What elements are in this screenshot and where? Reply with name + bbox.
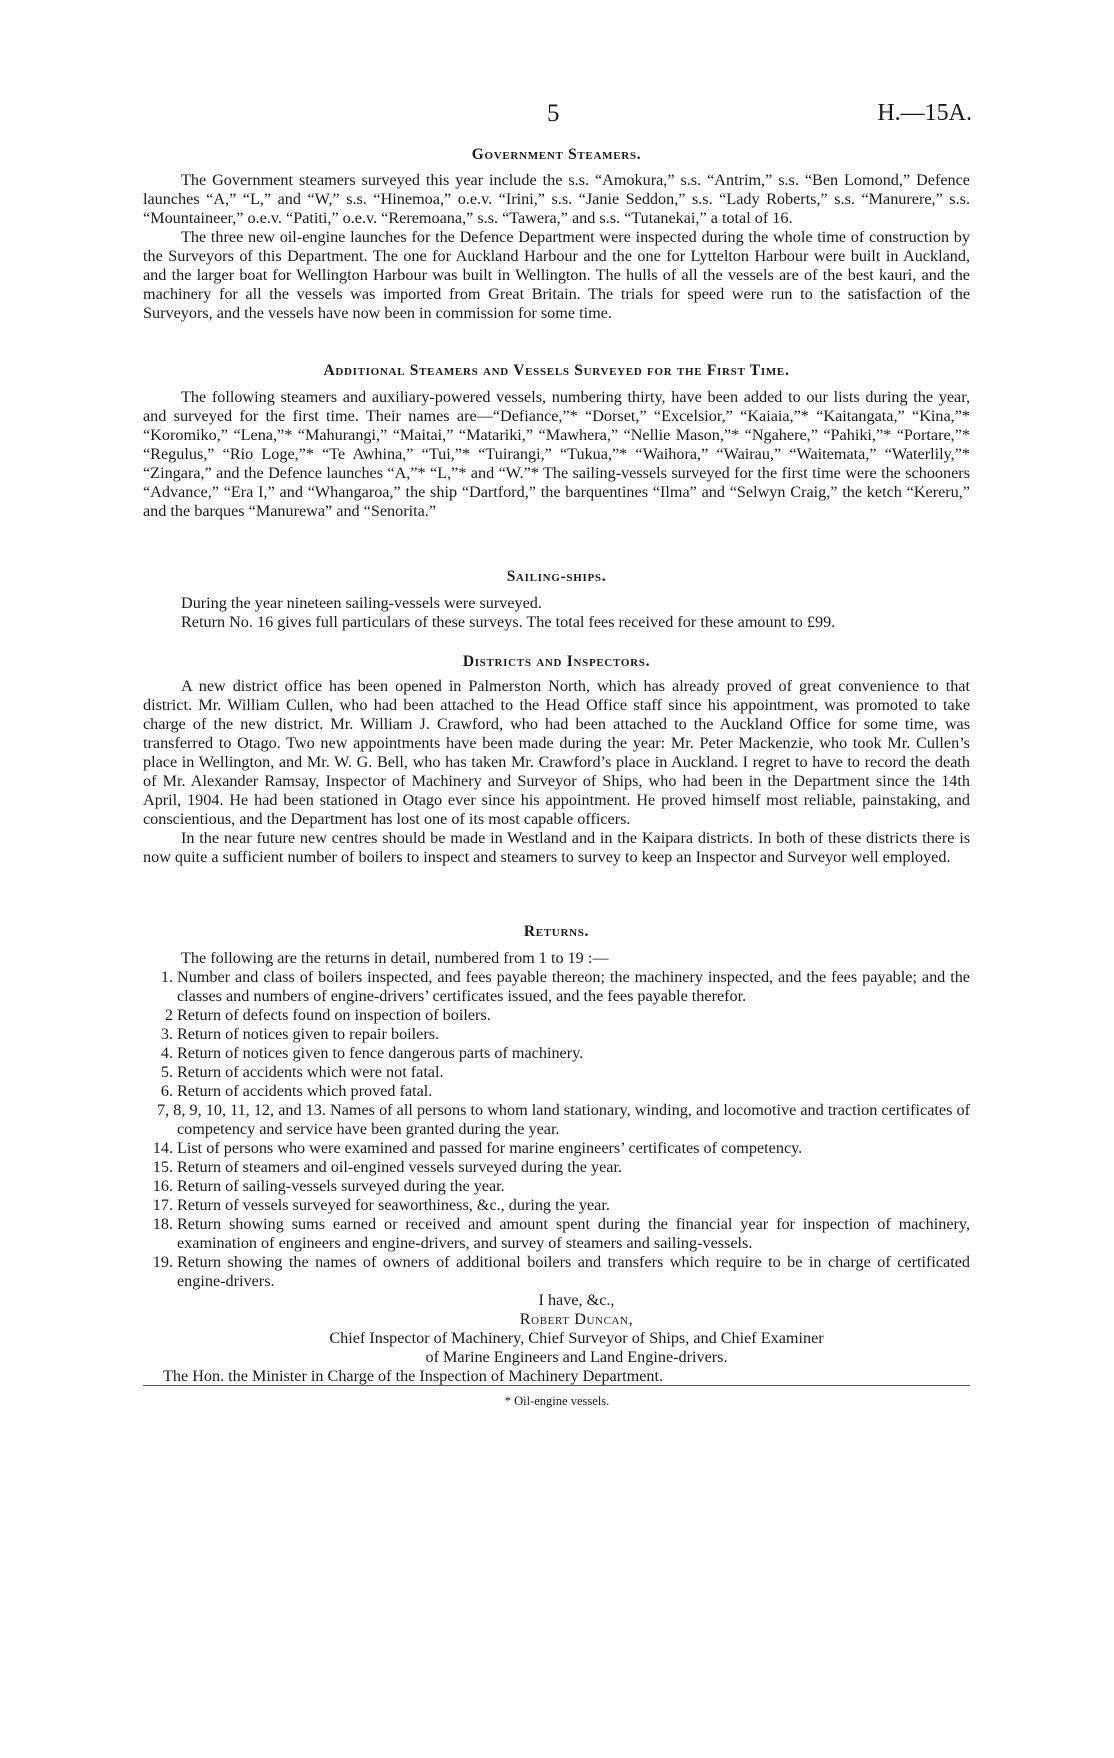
document-reference: H.—15A. [877, 100, 972, 126]
paragraph: Return No. 16 gives full particulars of these surveys. The total fees received for these amount to £99. [181, 613, 836, 631]
return-number: 3. [160, 1025, 173, 1043]
return-number: 15. [152, 1158, 173, 1176]
signatory-title: Chief Inspector of Machinery, Chief Surveyor of Ships, and Chief Examiner [329, 1329, 824, 1347]
signatory-name: Robert Duncan, [519, 1310, 634, 1328]
return-item [143, 1044, 970, 1063]
closing: I have, &c., [538, 1291, 615, 1309]
return-item [143, 1025, 970, 1044]
section-additional-steamers [143, 361, 970, 521]
return-text: Return showing the names of owners of additional boilers and transfers which require to be in charge of certificated engine-drivers. [177, 1253, 970, 1290]
return-item [143, 1082, 970, 1101]
return-item [143, 1177, 970, 1196]
paragraph: In the near future new centres should be made in Westland and in the Kaipara districts. In both of these districts there is now quite a sufficient number of boilers to inspect and steamers to survey to keep an Inspector and Surveyor well employed. [143, 829, 970, 866]
return-text: Return of accidents which were not fatal. [177, 1063, 444, 1081]
paragraph: The following steamers and auxiliary-powered vessels, numbering thirty, have been added to our lists during the year, and surveyed for the first time. Their names are—“Defiance,”* “Dorset,” “Excelsior,” “Kaiaia,”* “Kaitangata,” “Kina,”* “Koromiko,” “Lena,”* “Mahurangi,” “Maitai,” “Matariki,” “Mawhera,” “Nellie Mason,”* “Ngahere,” “Pahiki,”* “Portare,”* “Regulus,” “Rio Loge,”* “Te Awhina,” “Tui,”* “Tuirangi,” “Tukua,”* “Waihora,” “Wairau,” “Waitemata,” “Waterlily,”* “Zingara,” and the Defence launches “A,”* “L,”* and “W.”* The sailing-vessels surveyed for the first time were the schooners “Advance,” “Era I,” and “Whangaroa,” the ship “Dartford,” the barquentines “Ilma” and “Selwyn Craig,” the ketch “Kereru,” and the barques “Manurewa” and “Senorita.” [143, 388, 970, 520]
return-number: 16. [152, 1177, 173, 1195]
return-number: 4. [160, 1044, 173, 1062]
signatory-title: of Marine Engineers and Land Engine-drivers. [425, 1348, 728, 1366]
signature-block [143, 1291, 970, 1386]
section-heading: Sailing-ships. [506, 568, 607, 585]
paragraph: A new district office has been opened in Palmerston North, which has already proved of great convenience to that district. Mr. William Cullen, who had been attached to the Head Office staff since his appointment, was promoted to take charge of the new district. Mr. William J. Crawford, who had been attached to the Auckland Office for some time, was transferred to Otago. Two new appointments have been made during the year: Mr. Peter Mackenzie, who took Mr. Cullen’s place in Wellington, and Mr. W. G. Bell, who has taken Mr. Crawford’s place in Auckland. I regret to have to record the death of Mr. Alexander Ramsay, Inspector of Machinery and Surveyor of Ships, who had been in the Department since the 14th April, 1904. He had been stationed in Otago ever since his appointment. He proved himself most reliable, painstaking, and conscientious, and the Department has lost one of its most capable officers. [143, 677, 970, 828]
return-text: Return showing sums earned or received and amount spent during the financial year for inspection of machinery, examination of engineers and engine-drivers, and survey of steamers and sailing-vessels. [177, 1215, 970, 1252]
return-number: 6. [160, 1082, 173, 1100]
return-item [143, 1006, 970, 1025]
return-text: Return of defects found on inspection of boilers. [177, 1006, 491, 1024]
return-item [143, 1196, 970, 1215]
footnote-rule [143, 1385, 970, 1386]
paragraph: The Government steamers surveyed this year include the s.s. “Amokura,” s.s. “Antrim,” s.s. “Ben Lomond,” Defence launches “A,” “L,” and “W,” s.s. “Hinemoa,” o.e.v. “Irini,” s.s. “Janie Seddon,” s.s. “Lady Roberts,” s.s. “Manurere,” s.s. “Mountaineer,” o.e.v. “Patiti,” o.e.v. “Reremoana,” s.s. “Tawera,” and s.s. “Tutanekai,” a total of 16. [143, 171, 970, 227]
return-number: 2 [164, 1006, 173, 1024]
return-text: Return of sailing-vessels surveyed during the year. [177, 1177, 505, 1195]
section-heading: Returns. [523, 923, 590, 940]
section-heading: Additional Steamers and Vessels Surveyed for the First Time. [323, 362, 790, 379]
paragraph: During the year nineteen sailing-vessels were surveyed. [181, 594, 542, 612]
return-text: Return of notices given to repair boilers. [177, 1025, 440, 1043]
section-districts-inspectors [143, 652, 970, 867]
return-number: 19. [152, 1253, 173, 1271]
return-item [143, 1101, 970, 1139]
return-number: 18. [152, 1215, 173, 1233]
return-number: 5. [160, 1063, 173, 1081]
return-item [143, 1139, 970, 1158]
return-text: Return of notices given to fence dangerous parts of machinery. [177, 1044, 584, 1062]
return-text: Return of vessels surveyed for seaworthiness, &c., during the year. [177, 1196, 610, 1214]
page-number: 5 [547, 100, 560, 127]
section-returns [143, 922, 970, 1291]
return-number: 14. [152, 1139, 173, 1157]
return-text: List of persons who were examined and passed for marine engineers’ certificates of competency. [177, 1139, 803, 1157]
return-number: 1. [160, 968, 173, 986]
return-item [143, 1158, 970, 1177]
return-item [143, 1063, 970, 1082]
return-text: Return of steamers and oil-engined vessels surveyed during the year. [177, 1158, 623, 1176]
return-text: Return of accidents which proved fatal. [177, 1082, 433, 1100]
return-item [143, 1215, 970, 1253]
return-text: Number and class of boilers inspected, and fees payable thereon; the machinery inspected, and the fees payable; and the classes and numbers of engine-drivers’ certificates issued, and the fees payable therefor. [177, 968, 970, 1005]
addressee: The Hon. the Minister in Charge of the Inspection of Machinery Department. [163, 1367, 664, 1385]
returns-intro: The following are the returns in detail, numbered from 1 to 19 :— [181, 949, 609, 967]
section-heading: Government Steamers. [471, 146, 642, 163]
return-text: 7, 8, 9, 10, 11, 12, and 13. Names of all persons to whom land stationary, winding, and locomotive and traction certificates of competency and service have been granted during the year. [157, 1101, 970, 1138]
section-government-steamers [143, 145, 970, 323]
section-sailing-ships [143, 567, 970, 632]
returns-list [143, 968, 970, 1291]
section-heading: Districts and Inspectors. [462, 653, 651, 670]
footnote: * Oil-engine vessels. [504, 1394, 610, 1408]
return-item [143, 968, 970, 1006]
return-number: 17. [152, 1196, 173, 1214]
return-item [143, 1253, 970, 1291]
paragraph: The three new oil-engine launches for the Defence Department were inspected during the whole time of construction by the Surveyors of this Department. The one for Auckland Harbour and the one for Lyttelton Harbour were built in Auckland, and the larger boat for Wellington Harbour was built in Wellington. The hulls of all the vessels are of the best kauri, and the machinery for all the vessels was imported from Great Britain. The trials for speed were run to the satisfaction of the Surveyors, and the vessels have now been in commission for some time. [143, 228, 970, 322]
